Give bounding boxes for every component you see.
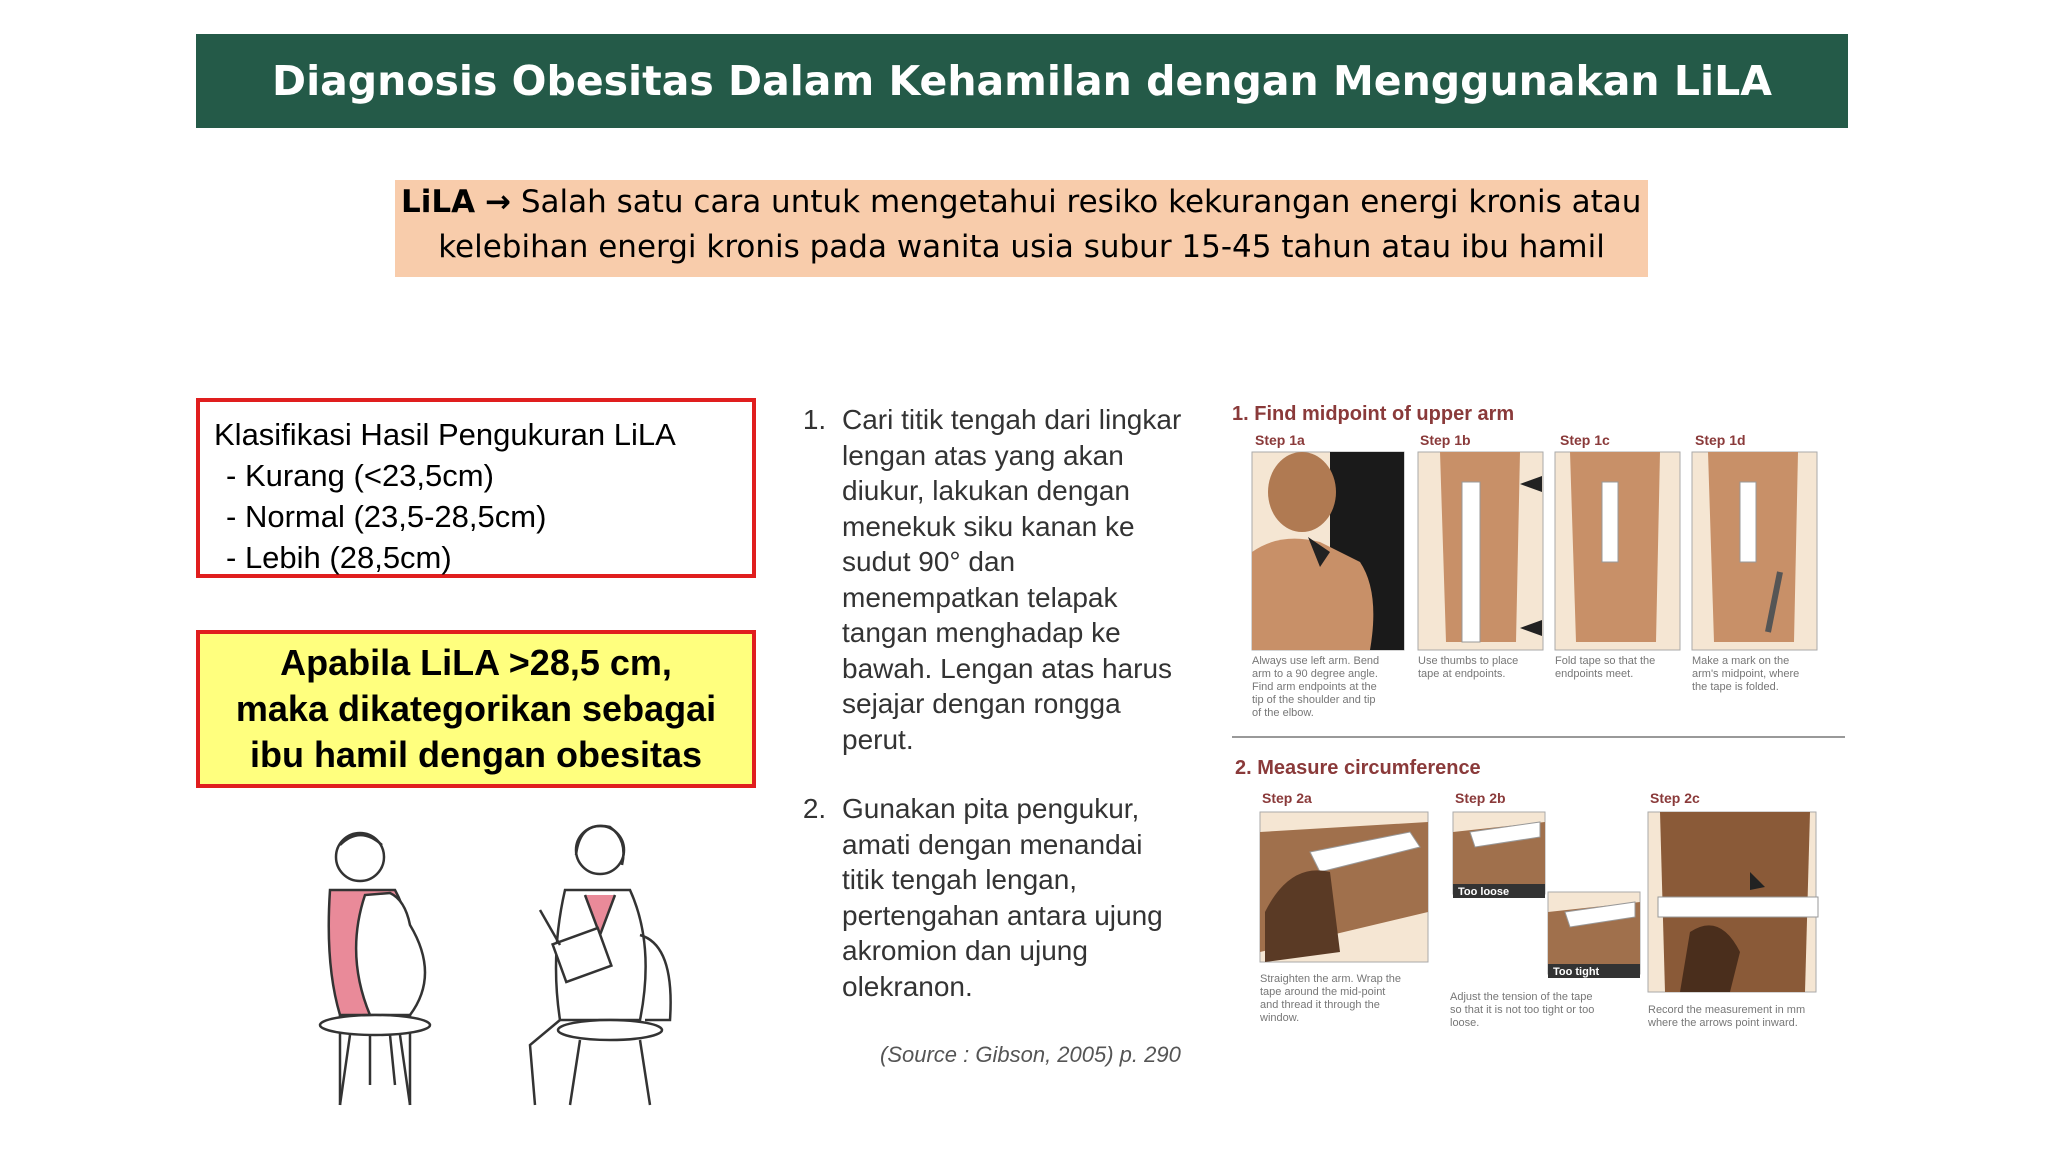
diagram-step-label: Step 1b <box>1420 432 1471 448</box>
diagram-caption: Record the measurement in mm <box>1648 1004 1806 1016</box>
measurement-diagram <box>1220 392 1850 1052</box>
diagram-caption: loose. <box>1450 1017 1480 1029</box>
diagram-step-label: Step 2b <box>1455 790 1506 806</box>
too-tight-label: Too tight <box>1553 966 1600 978</box>
diagram-caption: tip of the shoulder and tip <box>1252 694 1376 706</box>
diagram-caption: tape around the mid-point <box>1260 986 1386 998</box>
procedure-step: 1. Cari titik tengah dari lingkar lengan atas yang akan diukur, lakukan dengan menekuk siku kanan ke sudut 90° dan menempatkan telapak tangan menghadap ke bawah. Lengan atas harus sejajar dengan rongga perut. <box>834 402 1190 757</box>
diagram-caption: where the arrows point inward. <box>1648 1017 1798 1029</box>
diagram-section-2: 2. Measure circumference <box>1235 757 1481 779</box>
diagram-section-1: 1. Find midpoint of upper arm <box>1232 403 1515 425</box>
definition-line-2: kelebihan energi kronis pada wanita usia subur 15-45 tahun atau ibu hamil <box>438 229 1605 265</box>
illustration-step-1a <box>1252 452 1404 650</box>
diagram-step-label: Step 2c <box>1650 790 1700 806</box>
definition-line-1 <box>395 180 1648 225</box>
diagram-caption: Straighten the arm. Wrap the <box>1260 973 1402 985</box>
highlight-line: ibu hamil dengan obesitas <box>249 734 703 775</box>
highlight-line: maka dikategorikan sebagai <box>235 688 717 729</box>
illustration-step-1d <box>1692 452 1817 650</box>
diagram-caption: Use thumbs to place <box>1418 655 1519 667</box>
definition-term: LiLA <box>401 184 476 220</box>
diagram-step-label: Step 1c <box>1560 432 1610 448</box>
diagram-caption: tape at endpoints. <box>1418 668 1506 680</box>
illustration-step-2a <box>1260 812 1428 962</box>
source-citation: (Source : Gibson, 2005) p. 290 <box>880 1042 1181 1067</box>
diagram-caption: of the elbow. <box>1252 707 1314 719</box>
diagram-caption: Adjust the tension of the tape <box>1450 991 1593 1003</box>
definition-text-1: Salah satu cara untuk mengetahui resiko kekurangan energi kronis atau <box>510 184 1642 220</box>
diagram-step-label: Step 2a <box>1262 790 1312 806</box>
doctor-illustration <box>530 826 671 1105</box>
classification-heading: Klasifikasi Hasil Pengukuran LiLA <box>214 417 676 452</box>
diagram-caption: Always use left arm. Bend <box>1252 655 1380 667</box>
too-loose-label: Too loose <box>1458 886 1510 898</box>
diagram-step-label: Step 1d <box>1695 432 1746 448</box>
title-bar <box>196 34 1848 128</box>
captions-row-1 <box>1252 655 1799 719</box>
diagram-caption: and thread it through the <box>1260 999 1380 1011</box>
diagram-caption: arm's midpoint, where <box>1692 668 1800 680</box>
classification-item: - Kurang (<23,5cm) <box>226 455 752 496</box>
classification-item: - Lebih (28,5cm) <box>226 537 752 578</box>
diagram-caption: Fold tape so that the <box>1555 655 1656 667</box>
procedure-steps <box>790 402 1190 1038</box>
highlight-box <box>196 630 756 788</box>
pregnant-woman-illustration <box>320 833 430 1105</box>
procedure-step: 2. Gunakan pita pengukur, amati dengan menandai titik tengah lengan, pertengahan antara ujung akromion dan ujung olekranon. <box>834 791 1190 1004</box>
diagram-caption: window. <box>1260 1012 1300 1024</box>
classification-list <box>214 455 752 578</box>
illustration-step-2b <box>1453 812 1640 978</box>
classification-item: - Normal (23,5-28,5cm) <box>226 496 752 537</box>
arrow-icon: → <box>484 184 511 220</box>
diagram-caption: arm to a 90 degree angle. <box>1252 668 1378 680</box>
illustration-step-2c <box>1648 812 1818 992</box>
diagram-caption: so that it is not too tight or too <box>1450 1004 1595 1016</box>
illustration-step-1c <box>1555 452 1680 650</box>
diagram-caption: endpoints meet. <box>1555 668 1634 680</box>
illustration-step-1b <box>1418 452 1543 650</box>
highlight-line: Apabila LiLA >28,5 cm, <box>280 642 672 683</box>
diagram-caption: Find arm endpoints at the <box>1252 681 1377 693</box>
definition-box <box>395 180 1648 277</box>
page-title: Diagnosis Obesitas Dalam Kehamilan dengan Menggunakan LiLA <box>272 57 1772 105</box>
consultation-illustration <box>310 815 690 1115</box>
classification-box <box>196 398 756 578</box>
diagram-step-label: Step 1a <box>1255 432 1305 448</box>
diagram-caption: the tape is folded. <box>1692 681 1779 693</box>
diagram-caption: Make a mark on the <box>1692 655 1790 667</box>
